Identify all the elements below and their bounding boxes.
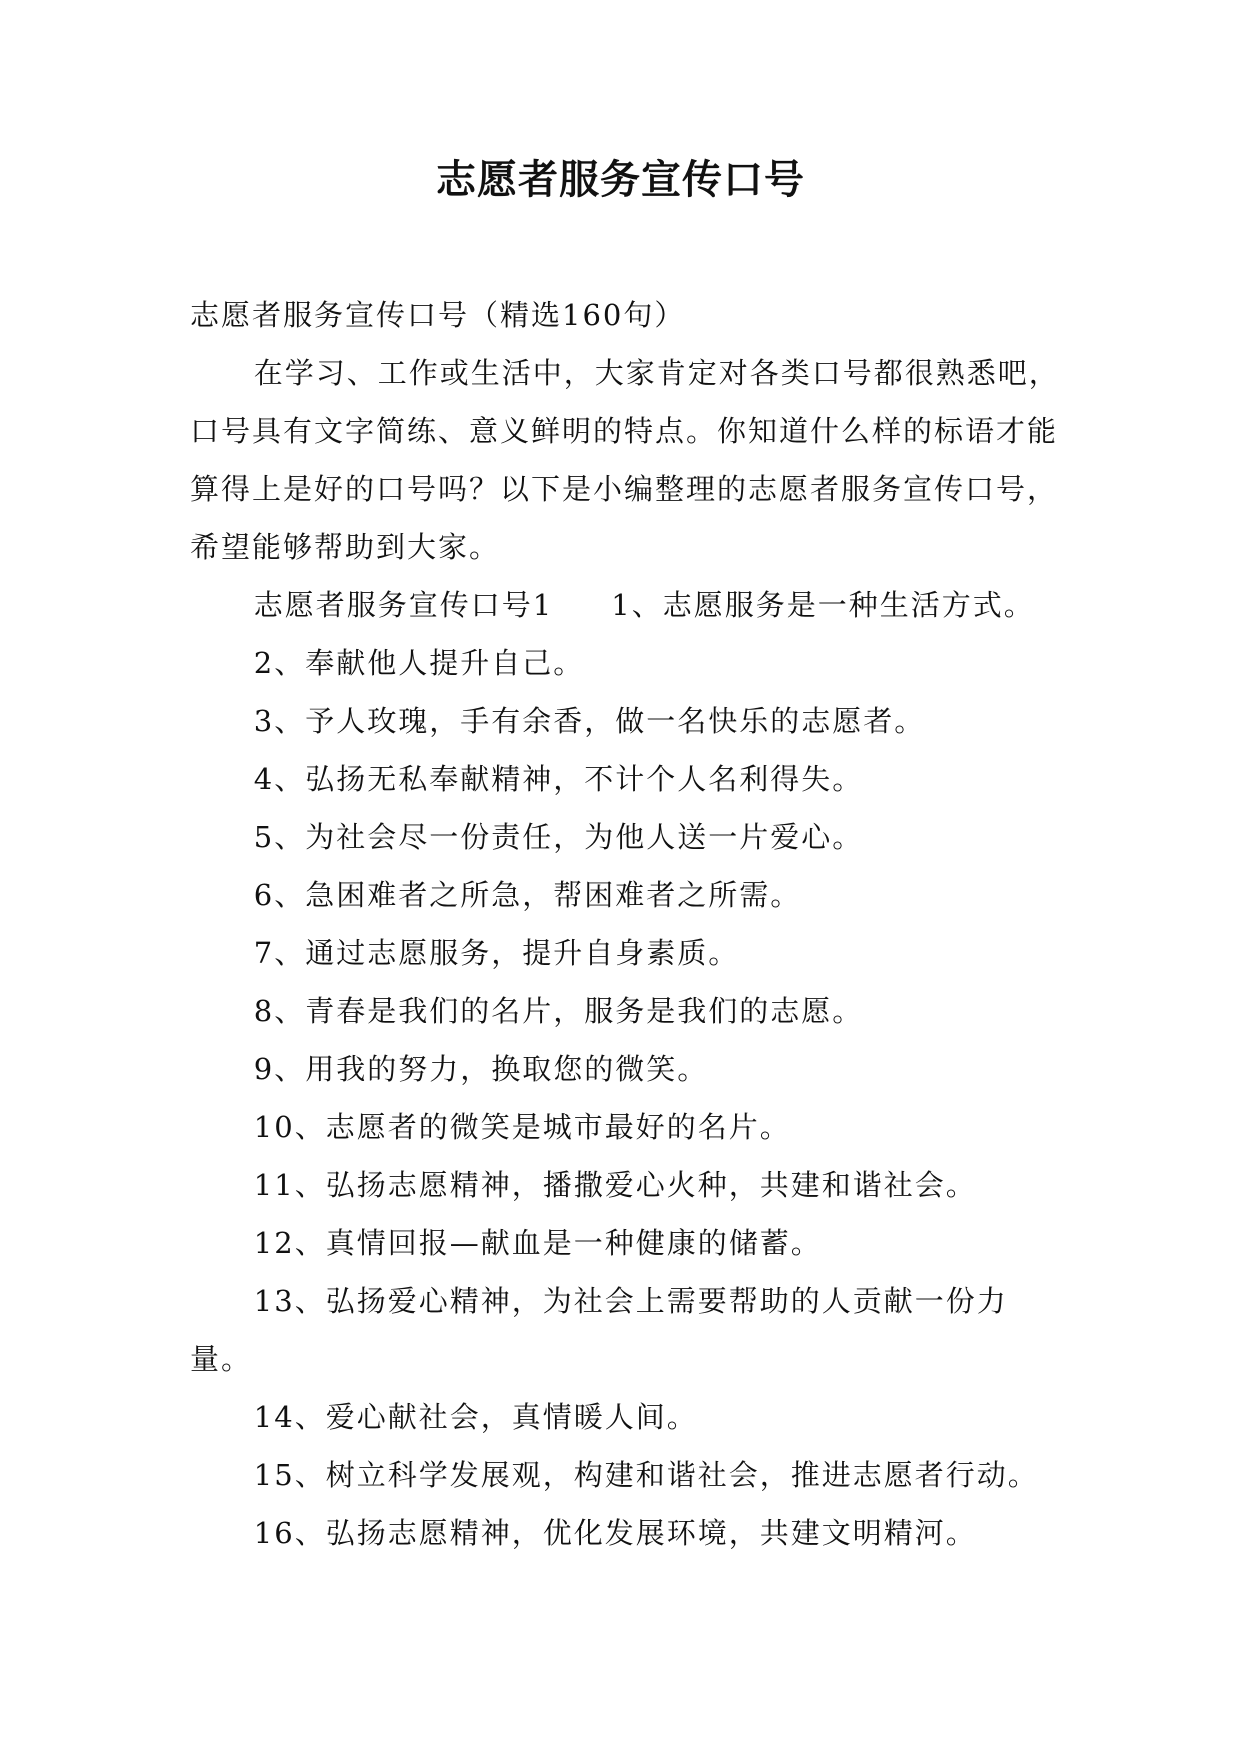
section-first-line — [190, 576, 1060, 634]
list-item: 16、弘扬志愿精神，优化发展环境，共建文明精河。 — [253, 1516, 977, 1550]
list-item: 12、真情回报—献血是一种健康的储蓄。 — [253, 1226, 822, 1260]
list-item: 11、弘扬志愿精神，播撒爱心火种，共建和谐社会。 — [253, 1168, 977, 1202]
list-item: 9、用我的努力，换取您的微笑。 — [253, 1052, 709, 1086]
list-item: 1、志愿服务是一种生活方式。 — [611, 588, 1035, 622]
list-item: 10、志愿者的微笑是城市最好的名片。 — [253, 1110, 791, 1144]
list-item: 15、树立科学发展观，构建和谐社会，推进志愿者行动。 — [253, 1458, 1039, 1492]
intro-paragraph: 在学习、工作或生活中，大家肯定对各类口号都很熟悉吧，口号具有文字简练、意义鲜明的特点。你知道什么样的标语才能算得上是好的口号吗？以下是小编整理的志愿者服务宣传口号，希望能够帮助到大家。 — [190, 356, 1060, 564]
section-heading: 志愿者服务宣传口号1 — [253, 588, 554, 622]
document-body — [190, 286, 1060, 1562]
list-item: 2、奉献他人提升自己。 — [253, 646, 585, 680]
list-item: 5、为社会尽一份责任，为他人送一片爱心。 — [253, 820, 864, 854]
list-item: 13、弘扬爱心精神，为社会上需要帮助的人贡献一份力量。 — [190, 1284, 1008, 1376]
list-item: 7、通过志愿服务，提升自身素质。 — [253, 936, 740, 970]
document-title: 志愿者服务宣传口号 — [436, 157, 805, 203]
list-item: 14、爱心献社会，真情暖人间。 — [253, 1400, 698, 1434]
list-item: 6、急困难者之所急，帮困难者之所需。 — [253, 878, 802, 912]
list-item: 3、予人玫瑰，手有余香，做一名快乐的志愿者。 — [253, 704, 926, 738]
document-subtitle: 志愿者服务宣传口号（精选160句） — [190, 298, 686, 332]
list-item: 8、青春是我们的名片，服务是我们的志愿。 — [253, 994, 864, 1028]
list-item: 4、弘扬无私奉献精神，不计个人名利得失。 — [253, 762, 864, 796]
